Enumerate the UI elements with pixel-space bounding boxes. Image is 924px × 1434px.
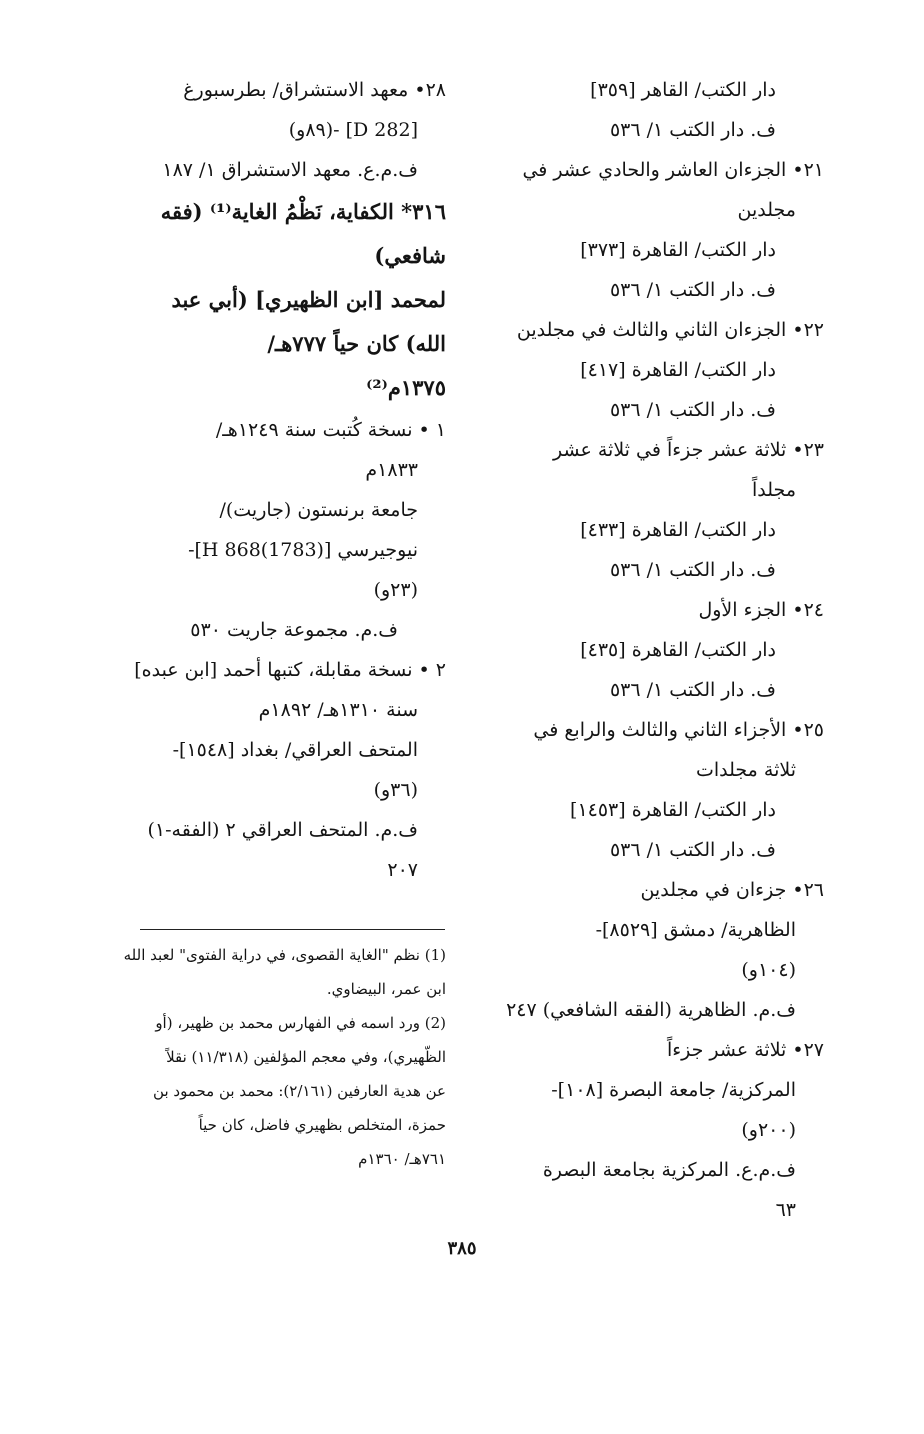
catalog-line: ٢٦• جزءان في مجلدين [640,879,824,901]
catalog-line: جامعة برنستون (جاريت)/ [219,499,418,521]
catalog-line: ٢٤• الجزء الأول [698,599,824,621]
catalog-line: نيوجيرسي [H 868(1783)]- [188,539,418,561]
footnotes [96,938,446,1176]
footnote-divider [140,929,445,930]
catalog-line: ٢٠٧ [387,859,418,881]
catalog-line: ٢٥• الأجزاء الثاني والثالث والرابع في [533,719,824,741]
catalog-line: ف.م. الظاهرية (الفقه الشافعي) ٢٤٧ [506,999,796,1021]
catalog-line: ف. دار الكتب ١/ ٥٣٦ [609,399,776,421]
catalog-line: ٦٣ [775,1199,796,1221]
catalog-line: ٢٨• معهد الاستشراق/ بطرسبورغ [183,79,446,101]
catalog-line: ٢٧• ثلاثة عشر جزءاً [666,1039,824,1061]
catalog-line: ف. دار الكتب ١/ ٥٣٦ [609,119,776,141]
catalog-line: دار الكتب/ القاهرة [٣٧٣] [580,239,776,261]
catalog-line: لمحمد [ابن الظهيري] (أبي عبد [171,287,446,312]
footnote-line: حمزة، المتخلص بظهيري فاضل، كان حياً [198,1116,446,1134]
catalog-line: مجلدين [737,199,796,221]
footnote-line: ابن عمر، البيضاوي. [326,980,446,998]
catalog-line: (٢٠٠و) [741,1119,796,1141]
catalog-line: (٣٦و) [373,779,418,801]
catalog-line: المتحف العراقي/ بغداد [١٥٤٨]- [172,739,418,761]
catalog-line: دار الكتب/ القاهرة [١٤٥٣] [570,799,776,821]
catalog-line: ٣١٦* الكفاية، نَظْمُ الغاية⁽¹⁾ (فقه [160,199,446,224]
footnote-line: عن هدية العارفين (٢/١٦١): محمد بن محمود بن [153,1082,446,1100]
catalog-line: ف. دار الكتب ١/ ٥٣٦ [609,279,776,301]
catalog-line: مجلداً [752,479,796,501]
footnote-line: ٧٦١هـ/ ١٣٦٠م [358,1150,446,1168]
footnote-line: (2) ورد اسمه في الفهارس محمد بن ظهير، (أو [155,1014,446,1032]
catalog-line: ٢٣• ثلاثة عشر جزءاً في ثلاثة عشر [553,439,824,461]
catalog-line: ف.م.ع. معهد الاستشراق ١/ ١٨٧ [162,159,418,181]
catalog-line: ثلاثة مجلدات [695,759,796,781]
catalog-line: ٢٢• الجزءان الثاني والثالث في مجلدين [516,319,824,341]
page-number: ٣٨٥ [447,1238,477,1259]
catalog-line: سنة ١٣١٠هـ/ ١٨٩٢م [258,699,418,721]
catalog-line: دار الكتب/ القاهرة [٤٣٥] [580,639,776,661]
catalog-line: ٢١• الجزءان العاشر والحادي عشر في [522,159,824,181]
catalog-line: ف. دار الكتب ١/ ٥٣٦ [609,559,776,581]
catalog-line: المركزية/ جامعة البصرة [١٠٨]- [551,1079,796,1101]
catalog-line: ف.م. مجموعة جاريت ٥٣٠ [190,619,398,641]
catalog-line: ١٨٣٣م [365,459,418,481]
catalog-line: دار الكتب/ القاهر [٣٥٩] [590,79,776,101]
catalog-line: (١٠٤و) [741,959,796,981]
catalog-line: (٢٣و) [373,579,418,601]
catalog-line: ف. دار الكتب ١/ ٥٣٦ [609,679,776,701]
footnote-line: الظّهيري)، وفي معجم المؤلفين (١١/٣١٨) نقلاً [166,1048,446,1066]
catalog-line: الله) كان حياً ٧٧٧هـ/ [267,331,446,356]
catalog-line: ١ • نسخة كُتبت سنة ١٢٤٩هـ/ [215,419,446,441]
footnote-line: (1) نظم "الغاية القصوى، في دراية الفتوى" لعبد الله [123,946,446,964]
catalog-line: ف.م. المتحف العراقي ٢ (الفقه-١) [147,819,418,841]
catalog-line: ١٣٧٥م⁽²⁾ [366,375,446,400]
catalog-line: [D 282] -(٨٩و) [288,119,418,141]
catalog-line: شافعي) [374,243,446,268]
catalog-line: ٢ • نسخة مقابلة، كتبها أحمد [ابن عبده] [134,659,446,681]
right-column [494,70,824,1230]
catalog-line: ف. دار الكتب ١/ ٥٣٦ [609,839,776,861]
catalog-line: دار الكتب/ القاهرة [٤٣٣] [580,519,776,541]
catalog-line: دار الكتب/ القاهرة [٤١٧] [580,359,776,381]
left-column [96,70,446,890]
catalog-line: الظاهرية/ دمشق [٨٥٢٩]- [595,919,796,941]
catalog-line: ف.م.ع. المركزية بجامعة البصرة [542,1159,796,1181]
